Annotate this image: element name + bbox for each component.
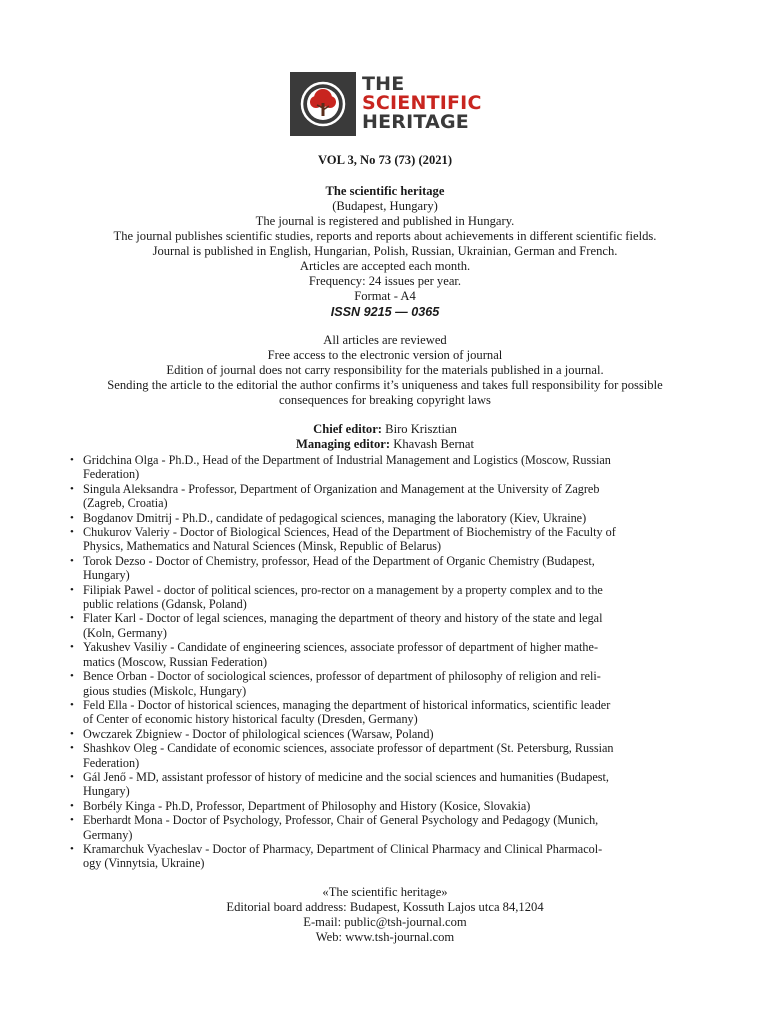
chief-editor-name: Biro Krisztian <box>385 422 457 436</box>
list-item-text: Germany) <box>83 827 133 842</box>
logo-wordmark <box>362 75 482 132</box>
list-item <box>83 511 683 525</box>
journal-name: The scientific heritage <box>325 184 445 198</box>
list-item <box>83 640 683 669</box>
list-item-text: • Gridchina Olga - Ph.D., Head of the Department of Industrial Management and Logistics (Moscow, Russian <box>83 453 611 467</box>
list-item-text: (Zagreb, Croatia) <box>83 496 168 511</box>
publishes-text: The journal publishes scientific studies, reports and reports about achievements in different scientific fields. <box>113 229 657 243</box>
list-item-text: • Owczarek Zbigniew - Doctor of philological sciences (Warsaw, Poland) <box>83 726 434 741</box>
list-item <box>83 554 683 583</box>
managing-editor-name: Khavash Bernat <box>393 437 475 451</box>
list-item-text: Hungary) <box>83 784 130 799</box>
registered-text: The journal is registered and published in Hungary. <box>255 214 515 228</box>
list-item-text: • Gál Jenő - MD, assistant professor of history of medicine and the social sciences and humanities (Budapest, <box>83 769 609 784</box>
languages-text: Journal is published in English, Hungarian, Polish, Russian, Ukrainian, German and French. <box>152 244 618 258</box>
list-item-text: Federation) <box>83 755 140 770</box>
editors-block <box>40 422 730 452</box>
list-item-text: public relations (Gdansk, Poland) <box>83 597 247 612</box>
logo-text-scientific: SCIENTIFIC <box>362 92 482 114</box>
list-item-text: • Yakushev Vasiliy - Candidate of engineering sciences, associate professor of department of higher mathe- <box>83 640 598 655</box>
logo-text-the: THE <box>362 73 405 95</box>
list-item-text: of Center of economic history historical faculty (Dresden, Germany) <box>83 712 418 727</box>
list-item-text: • Filipiak Pawel - doctor of political sciences, pro-rector on a management by a property complex and to the <box>83 582 603 597</box>
list-item <box>83 770 683 799</box>
list-item <box>83 698 683 727</box>
list-item <box>83 799 683 813</box>
footer-web[interactable]: Web: www.tsh-journal.com <box>315 930 455 944</box>
list-item-text: • Singula Aleksandra - Professor, Department of Organization and Management at the University of Zagreb <box>83 481 600 496</box>
managing-editor-label: Managing editor: <box>295 437 391 451</box>
list-item <box>83 842 683 871</box>
list-item-text: • Flater Karl - Doctor of legal sciences, managing the department of theory and history of the state and legal <box>83 611 603 626</box>
journal-info <box>40 184 730 320</box>
list-item <box>83 611 683 640</box>
list-item-text: • Eberhardt Mona - Doctor of Psychology, Professor, Chair of General Psychology and Pedagogy (Munich, <box>83 813 599 828</box>
footer-address: Editorial board address: Budapest, Kossuth Lajos utca 84,1204 <box>226 900 544 914</box>
list-item-text: gious studies (Miskolc, Hungary) <box>83 683 247 698</box>
footer-block <box>40 885 730 945</box>
accepted-text: Articles are accepted each month. <box>299 259 471 273</box>
managing-editor <box>40 437 730 452</box>
list-item-text: • Shashkov Oleg - Candidate of economic sciences, associate professor of department (St. Petersburg, Russian <box>83 741 614 756</box>
list-item-text: Physics, Mathematics and Natural Sciences (Minsk, Republic of Belarus) <box>83 539 442 554</box>
list-item <box>83 453 683 482</box>
free-access-text: Free access to the electronic version of journal <box>267 348 503 362</box>
list-item <box>83 813 683 842</box>
chief-editor-label: Chief editor: <box>313 422 383 436</box>
journal-logo <box>290 72 480 136</box>
list-item-text: • Kramarchuk Vyacheslav - Doctor of Pharmacy, Department of Clinical Pharmacy and Clinical Pharmacol- <box>83 841 603 856</box>
list-item-text: matics (Moscow, Russian Federation) <box>83 654 268 669</box>
logo-text-heritage: HERITAGE <box>362 111 469 133</box>
journal-location: (Budapest, Hungary) <box>332 199 438 213</box>
reviewed-text: All articles are reviewed <box>323 333 447 347</box>
list-item-text: • Borbély Kinga - Ph.D, Professor, Department of Philosophy and History (Kosice, Slovakia) <box>83 798 531 813</box>
list-item-text: • Chukurov Valeriy - Doctor of Biological Sciences, Head of the Department of Biochemistry of the Faculty of <box>83 525 616 540</box>
list-item-text: (Koln, Germany) <box>83 625 167 640</box>
sending-text-line1: Sending the article to the editorial the author confirms it’s uniqueness and takes full responsibility for possible <box>107 378 663 392</box>
chief-editor <box>40 422 730 437</box>
footer-journal-name: «The scientific heritage» <box>322 885 448 899</box>
list-item-text: ogy (Vinnytsia, Ukraine) <box>83 856 205 871</box>
list-item-text: Federation) <box>83 467 140 482</box>
issn-number: ISSN 9215 — 0365 <box>330 305 440 319</box>
list-item-text: • Bence Orban - Doctor of sociological sciences, professor of department of philosophy of religion and reli- <box>83 669 601 684</box>
list-item <box>83 741 683 770</box>
editorial-board-list <box>70 453 683 871</box>
volume-line: VOL 3, No 73 (73) (2021) <box>317 153 453 167</box>
list-item-text: • Feld Ella - Doctor of historical sciences, managing the department of historical informatics, scientific leader <box>83 697 611 712</box>
list-item <box>83 669 683 698</box>
footer-email[interactable]: E-mail: public@tsh-journal.com <box>303 915 467 929</box>
edition-text: Edition of journal does not carry responsibility for the materials published in a journal. <box>166 363 604 377</box>
list-item <box>83 482 683 511</box>
list-item-text: • Bogdanov Dmitrij - Ph.D., candidate of pedagogical sciences, managing the laboratory (Kiev, Ukraine) <box>83 510 587 525</box>
list-item <box>83 727 683 741</box>
format-text: Format - A4 <box>354 289 416 303</box>
policy-block <box>40 333 730 408</box>
sending-text-line2: consequences for breaking copyright laws <box>279 393 491 407</box>
tree-icon <box>290 72 356 136</box>
list-item-text: • Torok Dezso - Doctor of Chemistry, professor, Head of the Department of Organic Chemistry (Budapest, <box>83 553 595 568</box>
list-item <box>83 583 683 612</box>
frequency-text: Frequency: 24 issues per year. <box>308 274 462 288</box>
list-item <box>83 525 683 554</box>
list-item-text: Hungary) <box>83 568 130 583</box>
